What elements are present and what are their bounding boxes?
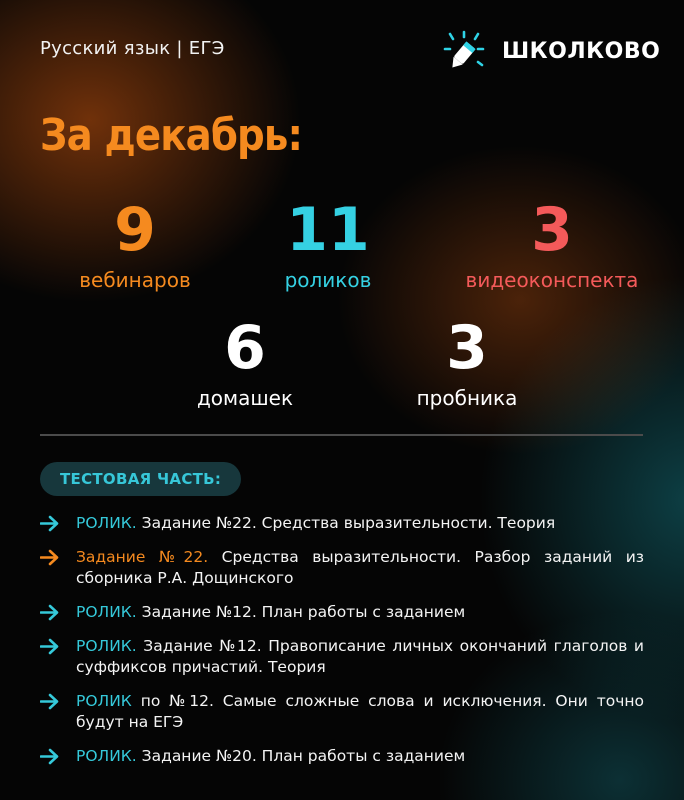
stat-value: 6: [224, 313, 266, 383]
stat-label: домашек: [196, 386, 294, 410]
arrow-right-icon: [40, 638, 60, 655]
item-highlight: Задание №22.: [76, 548, 209, 566]
item-text: Средства выразительности. Разбор заданий из сборника Р.А. Дощинского: [76, 548, 645, 587]
list-item: [40, 746, 644, 767]
pen-sparkle-icon: [442, 30, 486, 72]
item-text: Задание №20. План работы с заданием: [136, 747, 466, 765]
list-item: [40, 636, 644, 678]
stat-label: пробника: [416, 386, 518, 410]
item-highlight: РОЛИК.: [76, 747, 137, 765]
item-highlight: РОЛИК.: [76, 514, 137, 532]
item-text: Задание №12. План работы с заданием: [136, 603, 466, 621]
list-item: [40, 691, 644, 733]
item-text: по №12. Самые сложные слова и исключения. Они точно будут на ЕГЭ: [76, 692, 644, 731]
item-highlight: РОЛИК.: [76, 637, 137, 655]
arrow-right-icon: [40, 693, 60, 710]
list-item: [40, 602, 644, 623]
headline: За декабрь:: [40, 110, 303, 161]
item-list: [40, 513, 644, 767]
list-item: [40, 513, 644, 534]
stat-value: 9: [114, 195, 156, 265]
arrow-right-icon: [40, 515, 60, 532]
arrow-right-icon: [40, 748, 60, 765]
list-item: [40, 547, 644, 589]
arrow-right-icon: [40, 549, 60, 566]
item-text: Задание №12. Правописание личных окончаний глаголов и суффиксов причастий. Теория: [76, 637, 644, 676]
stat-label: роликов: [284, 268, 372, 292]
section-badge: ТЕСТОВАЯ ЧАСТЬ:: [40, 462, 241, 496]
stat-videos: [238, 195, 418, 292]
arrow-right-icon: [40, 604, 60, 621]
brand-name: ШКОЛКОВО: [502, 38, 661, 64]
brand-logo: [442, 30, 660, 72]
stat-video-notes: [440, 195, 664, 292]
item-text: Задание №22. Средства выразительности. Теория: [136, 514, 556, 532]
stat-label: вебинаров: [79, 268, 191, 292]
stat-value: 3: [446, 313, 488, 383]
stat-mock-exams: [392, 313, 542, 410]
stat-value: 3: [531, 195, 573, 265]
stat-homework: [170, 313, 320, 410]
item-highlight: РОЛИК.: [76, 603, 137, 621]
stat-label: видеоконспекта: [465, 268, 639, 292]
stat-value: 11: [286, 195, 370, 265]
stat-webinars: [40, 195, 230, 292]
subject-label: Русский язык | ЕГЭ: [40, 38, 225, 59]
divider: [40, 434, 643, 436]
item-highlight: РОЛИК: [76, 692, 132, 710]
